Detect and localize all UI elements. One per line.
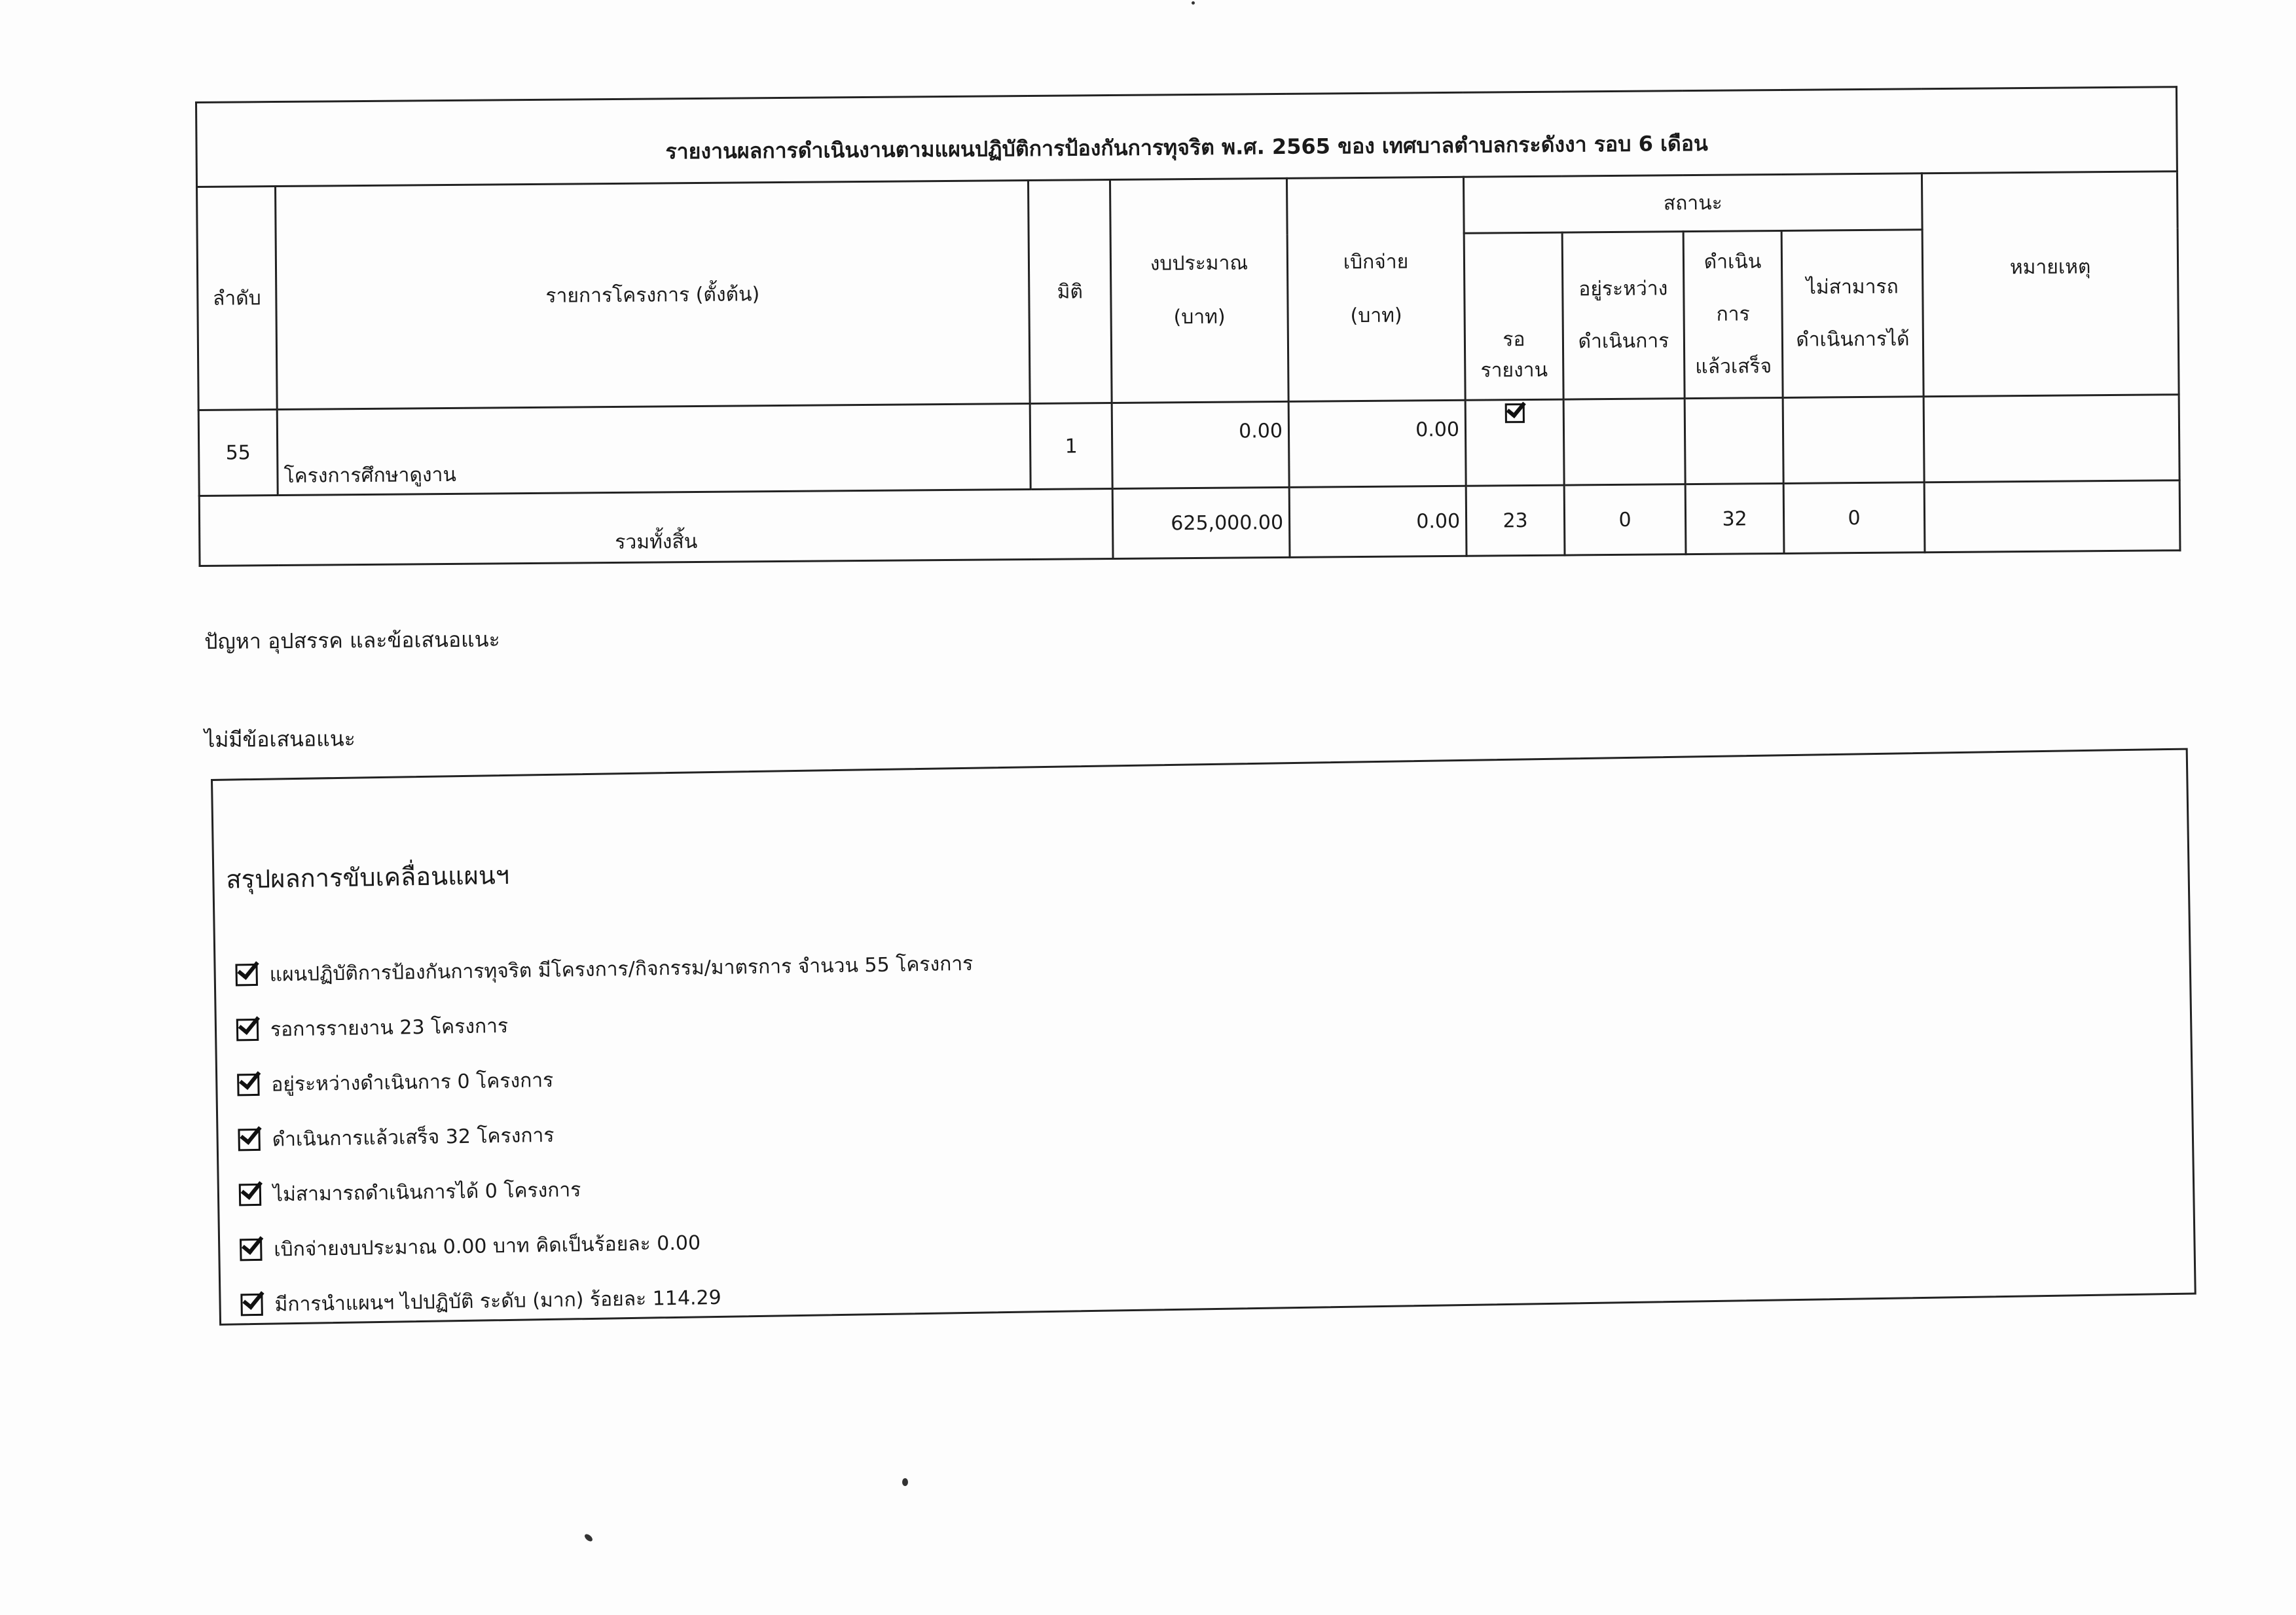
row-project-name: โครงการศึกษาดูงาน xyxy=(277,403,1030,495)
problems-text: ไม่มีข้อเสนอแนะ xyxy=(204,726,355,752)
list-item xyxy=(240,1266,979,1333)
summary-item-text: ดำเนินการแล้วเสร็จ 32 โครงการ xyxy=(272,1123,555,1152)
report-title: รายงานผลการดำเนินงานตามแผนปฏิบัติการป้องกันการทุจริต พ.ศ. 2565 ของ เทศบาลตำบลกระดังงา รอบ 6 เดือน xyxy=(196,87,2178,187)
table-row xyxy=(198,395,2179,496)
row-spent: 0.00 xyxy=(1288,400,1466,487)
header-in-progress-line1: อยู่ระหว่าง xyxy=(1578,277,1668,301)
total-done: 32 xyxy=(1685,483,1784,554)
total-unable: 0 xyxy=(1783,482,1925,554)
checkbox-checked-icon xyxy=(240,1294,263,1316)
summary-item-text: เบิกจ่ายงบประมาณ 0.00 บาท คิดเป็นร้อยละ 0.00 xyxy=(274,1231,701,1261)
checkbox-checked-icon xyxy=(236,1019,259,1042)
header-in-progress-line2: ดำเนินการ xyxy=(1578,329,1669,354)
summary-item-text: แผนปฏิบัติการป้องกันการทุจริต มีโครงการ/กิจกรรม/มาตรการ จำนวน 55 โครงการ xyxy=(269,952,974,987)
checkbox-checked-icon xyxy=(240,1239,263,1261)
summary-item-text: อยู่ระหว่างดำเนินการ 0 โครงการ xyxy=(271,1068,554,1097)
checkbox-checked-icon xyxy=(235,964,258,987)
row-status-unable xyxy=(1783,397,1924,484)
total-in-progress: 0 xyxy=(1564,484,1686,555)
problems-heading: ปัญหา อุปสรรค และข้อเสนอแนะ xyxy=(204,626,500,654)
header-project: รายการโครงการ (ตั้งต้น) xyxy=(276,181,1030,410)
summary-item-text: รอการรายงาน 23 โครงการ xyxy=(270,1014,509,1042)
header-status-waiting: รอรายงาน xyxy=(1464,232,1563,400)
header-remark: หมายเหตุ xyxy=(1922,172,2179,397)
header-status-in-progress xyxy=(1562,232,1685,399)
header-unable-line1: ไม่สามารถ xyxy=(1806,275,1899,299)
summary-item-text: ไม่สามารถดำเนินการได้ 0 โครงการ xyxy=(272,1178,581,1207)
summary-box xyxy=(211,748,2196,1326)
header-dimension: มิติ xyxy=(1028,180,1112,404)
scan-speck xyxy=(902,1478,908,1486)
total-waiting: 23 xyxy=(1466,485,1565,556)
row-budget: 0.00 xyxy=(1112,401,1289,488)
row-dimension: 1 xyxy=(1030,403,1112,490)
total-budget: 625,000.00 xyxy=(1112,487,1290,558)
row-status-in-progress xyxy=(1563,399,1685,485)
header-status: สถานะ xyxy=(1463,173,1922,233)
report-table-container xyxy=(195,86,2179,567)
header-budget-line2: (บาท) xyxy=(1173,305,1226,329)
row-status-done xyxy=(1685,397,1783,484)
header-unable-line2: ดำเนินการได้ xyxy=(1796,327,1910,352)
summary-title: สรุปผลการขับเคลื่อนแผนฯ xyxy=(226,860,510,894)
checkbox-checked-icon xyxy=(237,1074,260,1097)
summary-item-text: มีการนำแผนฯ ไปปฏิบัติ ระดับ (มาก) ร้อยละ 114.29 xyxy=(274,1286,721,1316)
report-table xyxy=(195,86,2181,567)
total-row xyxy=(199,481,2180,566)
row-status-waiting xyxy=(1465,399,1564,486)
header-done-line1: ดำเนินการ xyxy=(1704,250,1762,326)
checkbox-checked-icon xyxy=(238,1129,261,1152)
scan-speck xyxy=(1192,1,1195,5)
row-remark xyxy=(1923,395,2179,482)
header-budget xyxy=(1110,178,1288,403)
scan-speck xyxy=(583,1533,594,1542)
header-status-done xyxy=(1683,230,1783,398)
header-done-line2: แล้วเสร็จ xyxy=(1695,355,1772,379)
header-spent xyxy=(1286,177,1465,401)
total-spent: 0.00 xyxy=(1289,486,1467,557)
header-order: ลำดับ xyxy=(197,187,278,410)
header-spent-line2: (บาท) xyxy=(1350,304,1402,328)
total-remark xyxy=(1924,481,2180,553)
checkbox-checked-icon xyxy=(1504,403,1524,423)
checkbox-checked-icon xyxy=(239,1184,262,1207)
total-label: รวมทั้งสิ้น xyxy=(199,489,1113,566)
header-spent-line1: เบิกจ่าย xyxy=(1343,250,1409,274)
summary-list xyxy=(235,936,979,1333)
header-budget-line1: งบประมาณ xyxy=(1150,251,1248,276)
header-status-unable xyxy=(1781,230,1923,398)
row-order: 55 xyxy=(198,410,278,496)
